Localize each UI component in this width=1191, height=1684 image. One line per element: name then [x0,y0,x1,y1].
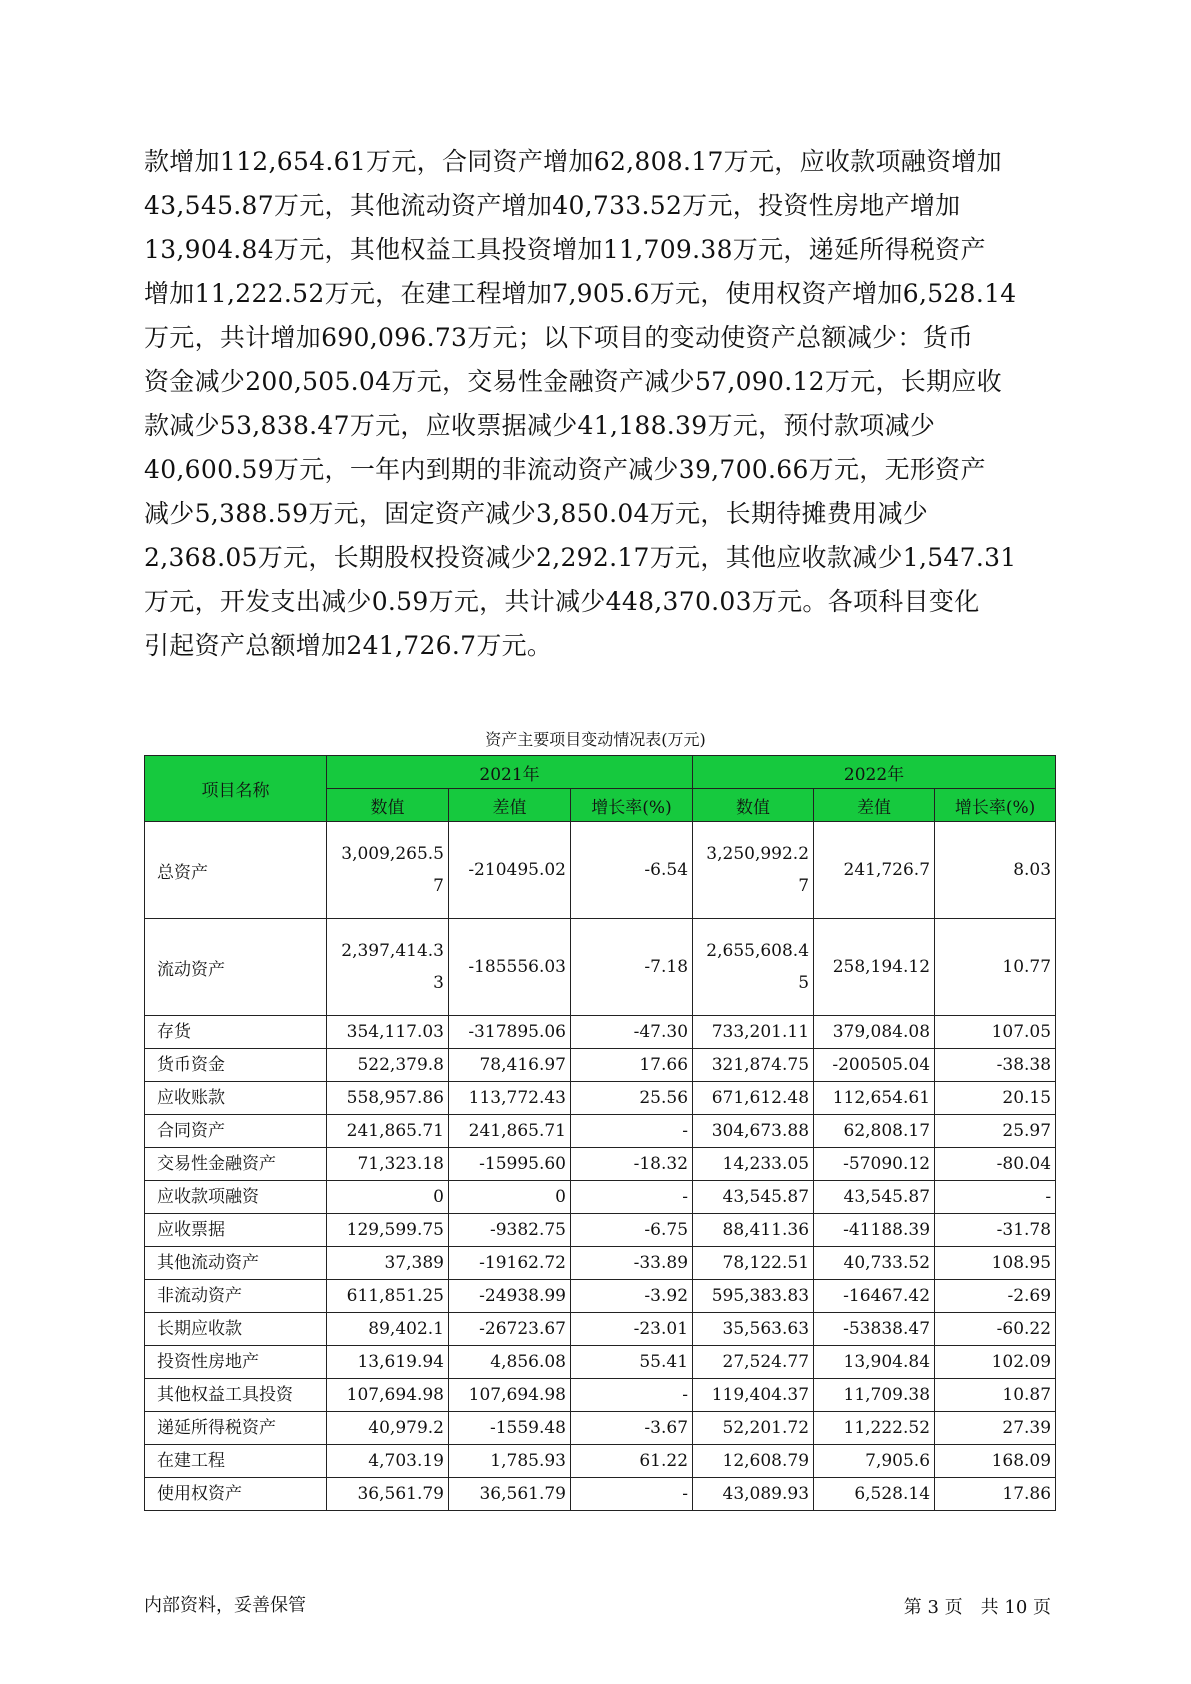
paragraph-line: 减少5,388.59万元，固定资产减少3,850.04万元，长期待摊费用减少 [144,499,929,528]
item-name-cell: 应收票据 [145,1214,327,1247]
value-cell-r21: - [571,1379,693,1412]
value-cell-v22: 3,250,992.27 [693,822,814,919]
value-cell-d22: -53838.47 [814,1313,935,1346]
table-row [145,1445,1056,1478]
table-row [145,1115,1056,1148]
paragraph-line: 增加11,222.52万元，在建工程增加7,905.6万元，使用权资产增加6,528.14 [144,279,1017,308]
item-name-cell: 应收款项融资 [145,1181,327,1214]
value-cell-r22: -80.04 [935,1148,1056,1181]
value-cell-r22: 107.05 [935,1016,1056,1049]
value-cell-d21: -185556.03 [449,919,571,1016]
item-name-cell: 货币资金 [145,1049,327,1082]
item-name-cell: 使用权资产 [145,1478,327,1511]
table-row [145,1478,1056,1511]
value-cell-d21: 113,772.43 [449,1082,571,1115]
value-cell-d22: -16467.42 [814,1280,935,1313]
table-row [145,1280,1056,1313]
item-name-cell: 交易性金融资产 [145,1148,327,1181]
table-row [145,1082,1056,1115]
paragraph-line: 43,545.87万元，其他流动资产增加40,733.52万元，投资性房地产增加 [144,191,961,220]
value-cell-v21: 71,323.18 [327,1148,449,1181]
value-cell-r22: 17.86 [935,1478,1056,1511]
value-cell-r22: 10.77 [935,919,1056,1016]
value-cell-v21: 0 [327,1181,449,1214]
paragraph-line: 款增加112,654.61万元，合同资产增加62,808.17万元，应收款项融资增加 [144,147,1002,176]
paragraph-line: 款减少53,838.47万元，应收票据减少41,188.39万元，预付款项减少 [144,411,936,440]
value-cell-d22: 40,733.52 [814,1247,935,1280]
value-cell-d22: 112,654.61 [814,1082,935,1115]
table-row [145,1346,1056,1379]
table-row [145,1379,1056,1412]
value-cell-v22: 321,874.75 [693,1049,814,1082]
value-cell-v22: 52,201.72 [693,1412,814,1445]
value-cell-r22: -2.69 [935,1280,1056,1313]
header-rate-2022: 增长率(%) [935,789,1056,822]
value-cell-d22: -57090.12 [814,1148,935,1181]
value-cell-r21: -3.67 [571,1412,693,1445]
paragraph-line: 13,904.84万元，其他权益工具投资增加11,709.38万元，递延所得税资产 [144,235,986,264]
header-rate-2021: 增长率(%) [571,789,693,822]
value-cell-v22: 12,608.79 [693,1445,814,1478]
value-cell-r21: -47.30 [571,1016,693,1049]
value-cell-v21: 2,397,414.33 [327,919,449,1016]
value-cell-v22: 88,411.36 [693,1214,814,1247]
value-cell-v21: 129,599.75 [327,1214,449,1247]
value-cell-r22: 168.09 [935,1445,1056,1478]
value-cell-v21: 89,402.1 [327,1313,449,1346]
value-cell-r21: 61.22 [571,1445,693,1478]
value-cell-v22: 119,404.37 [693,1379,814,1412]
value-cell-d22: 241,726.7 [814,822,935,919]
item-name-cell: 其他权益工具投资 [145,1379,327,1412]
header-item-name: 项目名称 [145,756,327,822]
value-cell-v21: 13,619.94 [327,1346,449,1379]
value-cell-d21: -9382.75 [449,1214,571,1247]
value-cell-r22: 10.87 [935,1379,1056,1412]
value-cell-v22: 304,673.88 [693,1115,814,1148]
value-cell-v22: 43,545.87 [693,1181,814,1214]
value-cell-v21: 36,561.79 [327,1478,449,1511]
value-cell-v21: 558,957.86 [327,1082,449,1115]
value-cell-r22: 20.15 [935,1082,1056,1115]
paragraph-line: 2,368.05万元，长期股权投资减少2,292.17万元，其他应收款减少1,547.31 [144,543,1017,572]
table-row [145,1181,1056,1214]
value-cell-r22: 108.95 [935,1247,1056,1280]
table-row [145,1313,1056,1346]
value-cell-d22: 13,904.84 [814,1346,935,1379]
value-cell-d21: 4,856.08 [449,1346,571,1379]
value-cell-d22: -200505.04 [814,1049,935,1082]
item-name-cell: 存货 [145,1016,327,1049]
paragraph-line: 万元，共计增加690,096.73万元；以下项目的变动使资产总额减少：货币 [144,323,974,352]
asset-change-table [144,755,1056,1511]
header-diff-2022: 差值 [814,789,935,822]
paragraph-line: 40,600.59万元，一年内到期的非流动资产减少39,700.66万元，无形资产 [144,455,986,484]
value-cell-d21: -19162.72 [449,1247,571,1280]
value-cell-v21: 354,117.03 [327,1016,449,1049]
value-cell-v21: 4,703.19 [327,1445,449,1478]
value-cell-r22: 25.97 [935,1115,1056,1148]
table-row [145,1049,1056,1082]
value-cell-d21: 36,561.79 [449,1478,571,1511]
value-cell-r21: -3.92 [571,1280,693,1313]
value-cell-v21: 37,389 [327,1247,449,1280]
value-cell-d22: 7,905.6 [814,1445,935,1478]
value-cell-v21: 40,979.2 [327,1412,449,1445]
footer-confidential-note: 内部资料，妥善保管 [144,1595,306,1616]
value-cell-v21: 611,851.25 [327,1280,449,1313]
value-cell-d22: 258,194.12 [814,919,935,1016]
value-cell-d22: 43,545.87 [814,1181,935,1214]
item-name-cell: 递延所得税资产 [145,1412,327,1445]
table-row [145,1412,1056,1445]
value-cell-d21: -210495.02 [449,822,571,919]
value-cell-r21: 55.41 [571,1346,693,1379]
value-cell-r22: -60.22 [935,1313,1056,1346]
item-name-cell: 其他流动资产 [145,1247,327,1280]
header-year-2021: 2021年 [327,756,693,789]
body-paragraph [144,140,1060,668]
value-cell-v21: 241,865.71 [327,1115,449,1148]
value-cell-r21: 25.56 [571,1082,693,1115]
value-cell-v22: 35,563.63 [693,1313,814,1346]
table-caption: 资产主要项目变动情况表(万元) [485,730,706,749]
header-year-2022: 2022年 [693,756,1056,789]
value-cell-d21: 0 [449,1181,571,1214]
value-cell-v22: 27,524.77 [693,1346,814,1379]
value-cell-r22: -31.78 [935,1214,1056,1247]
table-body [145,822,1056,1511]
table-row [145,1148,1056,1181]
value-cell-v22: 595,383.83 [693,1280,814,1313]
table-row [145,822,1056,919]
value-cell-r21: -23.01 [571,1313,693,1346]
value-cell-d22: 6,528.14 [814,1478,935,1511]
value-cell-r22: 8.03 [935,822,1056,919]
table-row [145,1247,1056,1280]
header-diff-2021: 差值 [449,789,571,822]
header-value-2022: 数值 [693,789,814,822]
value-cell-r22: -38.38 [935,1049,1056,1082]
value-cell-v22: 78,122.51 [693,1247,814,1280]
value-cell-r21: - [571,1478,693,1511]
value-cell-r22: 27.39 [935,1412,1056,1445]
value-cell-d21: -26723.67 [449,1313,571,1346]
value-cell-v21: 107,694.98 [327,1379,449,1412]
value-cell-v22: 2,655,608.45 [693,919,814,1016]
value-cell-r21: 17.66 [571,1049,693,1082]
value-cell-d21: -15995.60 [449,1148,571,1181]
value-cell-d22: -41188.39 [814,1214,935,1247]
table-row [145,919,1056,1016]
footer-page-number: 第 3 页 共 10 页 [903,1597,1051,1618]
value-cell-r21: - [571,1181,693,1214]
item-name-cell: 合同资产 [145,1115,327,1148]
header-value-2021: 数值 [327,789,449,822]
value-cell-r21: -6.75 [571,1214,693,1247]
paragraph-line: 万元，开发支出减少0.59万元，共计减少448,370.03万元。各项科目变化 [144,587,980,616]
value-cell-r22: 102.09 [935,1346,1056,1379]
value-cell-v22: 14,233.05 [693,1148,814,1181]
paragraph-line: 资金减少200,505.04万元，交易性金融资产减少57,090.12万元，长期应收 [144,367,1002,396]
value-cell-d21: -24938.99 [449,1280,571,1313]
value-cell-v21: 3,009,265.57 [327,822,449,919]
item-name-cell: 长期应收款 [145,1313,327,1346]
value-cell-r21: -6.54 [571,822,693,919]
value-cell-d22: 11,709.38 [814,1379,935,1412]
value-cell-r21: -18.32 [571,1148,693,1181]
value-cell-d21: -317895.06 [449,1016,571,1049]
value-cell-d22: 379,084.08 [814,1016,935,1049]
value-cell-v22: 733,201.11 [693,1016,814,1049]
item-name-cell: 非流动资产 [145,1280,327,1313]
item-name-cell: 应收账款 [145,1082,327,1115]
value-cell-d21: -1559.48 [449,1412,571,1445]
value-cell-d22: 62,808.17 [814,1115,935,1148]
value-cell-r22: - [935,1181,1056,1214]
table-row [145,1016,1056,1049]
item-name-cell: 投资性房地产 [145,1346,327,1379]
value-cell-d21: 1,785.93 [449,1445,571,1478]
value-cell-r21: -7.18 [571,919,693,1016]
value-cell-v22: 671,612.48 [693,1082,814,1115]
item-name-cell: 总资产 [145,822,327,919]
value-cell-d21: 241,865.71 [449,1115,571,1148]
table-row [145,1214,1056,1247]
item-name-cell: 流动资产 [145,919,327,1016]
value-cell-r21: -33.89 [571,1247,693,1280]
value-cell-v21: 522,379.8 [327,1049,449,1082]
value-cell-d21: 78,416.97 [449,1049,571,1082]
paragraph-line: 引起资产总额增加241,726.7万元。 [144,631,553,660]
value-cell-v22: 43,089.93 [693,1478,814,1511]
value-cell-r21: - [571,1115,693,1148]
value-cell-d22: 11,222.52 [814,1412,935,1445]
value-cell-d21: 107,694.98 [449,1379,571,1412]
item-name-cell: 在建工程 [145,1445,327,1478]
